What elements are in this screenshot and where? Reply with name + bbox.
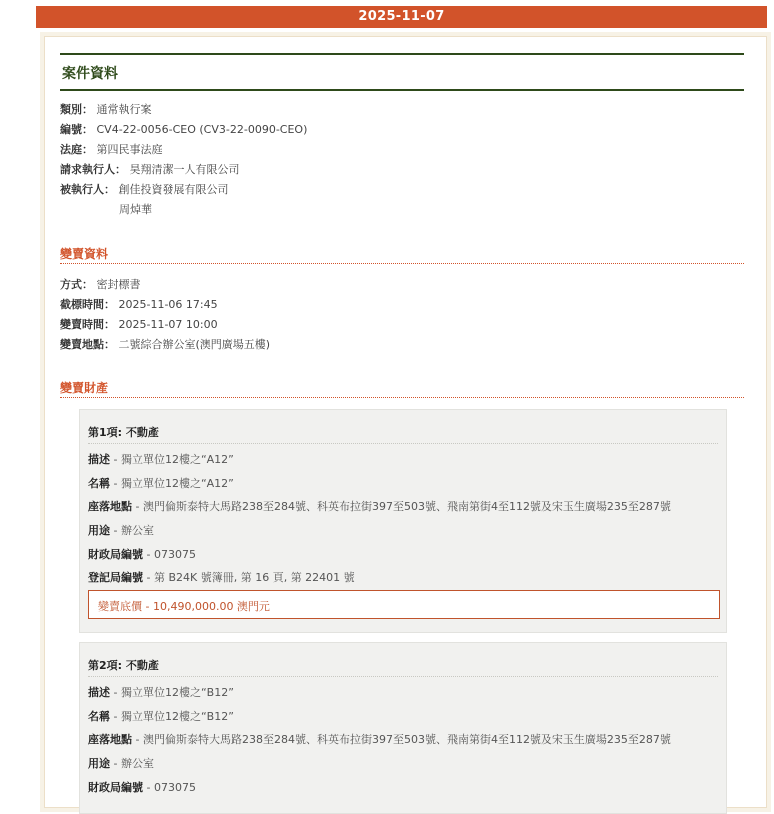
case-info-header [60, 53, 744, 91]
assets-title: 變賣財產 [60, 381, 109, 395]
asset-field-location: 座落地點 - 澳門倫斯泰特大馬路238至284號、科英布拉街397至503號、飛南第街4至112號及宋玉生廣場235至287號 [88, 500, 671, 513]
field-category: 類別： 通常執行案 [60, 103, 152, 116]
sale-info-title: 變賣資料 [60, 247, 109, 261]
reserve-price-box [88, 590, 720, 619]
field-closing-time: 截標時間： 2025-11-06 17:45 [60, 298, 218, 311]
asset-field-usage: 用途 - 辦公室 [88, 524, 154, 537]
asset-field-description: 描述 - 獨立單位12樓之“A12” [88, 453, 234, 466]
field-sale-time: 變賣時間： 2025-11-07 10:00 [60, 318, 218, 331]
field-sale-location: 變賣地點： 二號綜合辦公室(澳門廣場五樓) [60, 338, 271, 351]
assets-header [60, 377, 744, 398]
case-info-title: 案件資料 [62, 66, 118, 82]
asset-field-name: 名稱 - 獨立單位12樓之“A12” [88, 477, 234, 490]
field-method: 方式： 密封標書 [60, 278, 141, 291]
sale-info-header [60, 243, 744, 264]
asset-field-registry-number: 登記局編號 - 第 B24K 號簿冊, 第 16 頁, 第 22401 號 [88, 571, 355, 584]
field-respondent: 被執行人： 創佳投資發展有限公司 [60, 183, 229, 196]
reserve-price: 變賣底價 - 10,490,000.00 澳門元 [98, 600, 270, 613]
field-respondent-2: 周焯華 [119, 203, 152, 216]
field-court: 法庭： 第四民事法庭 [60, 143, 163, 156]
field-case-number: 編號： CV4-22-0056-CEO (CV3-22-0090-CEO) [60, 123, 308, 136]
asset-item-title: 第1項: 不動產 [88, 424, 718, 444]
asset-field-name: 名稱 - 獨立單位12樓之“B12” [88, 710, 234, 723]
asset-field-location: 座落地點 - 澳門倫斯泰特大馬路238至284號、科英布拉街397至503號、飛南第街4至112號及宋玉生廣場235至287號 [88, 733, 671, 746]
asset-item-1 [79, 409, 727, 633]
asset-field-description: 描述 - 獨立單位12樓之“B12” [88, 686, 234, 699]
date-header: 2025-11-07 [36, 6, 767, 28]
asset-item-title: 第2項: 不動產 [88, 657, 718, 677]
case-panel [44, 36, 767, 808]
asset-field-usage: 用途 - 辦公室 [88, 757, 154, 770]
field-applicant: 請求執行人： 昊翔清潔一人有限公司 [60, 163, 240, 176]
asset-item-2 [79, 642, 727, 814]
asset-field-finance-number: 財政局編號 - 073075 [88, 548, 196, 561]
asset-field-finance-number: 財政局編號 - 073075 [88, 781, 196, 794]
